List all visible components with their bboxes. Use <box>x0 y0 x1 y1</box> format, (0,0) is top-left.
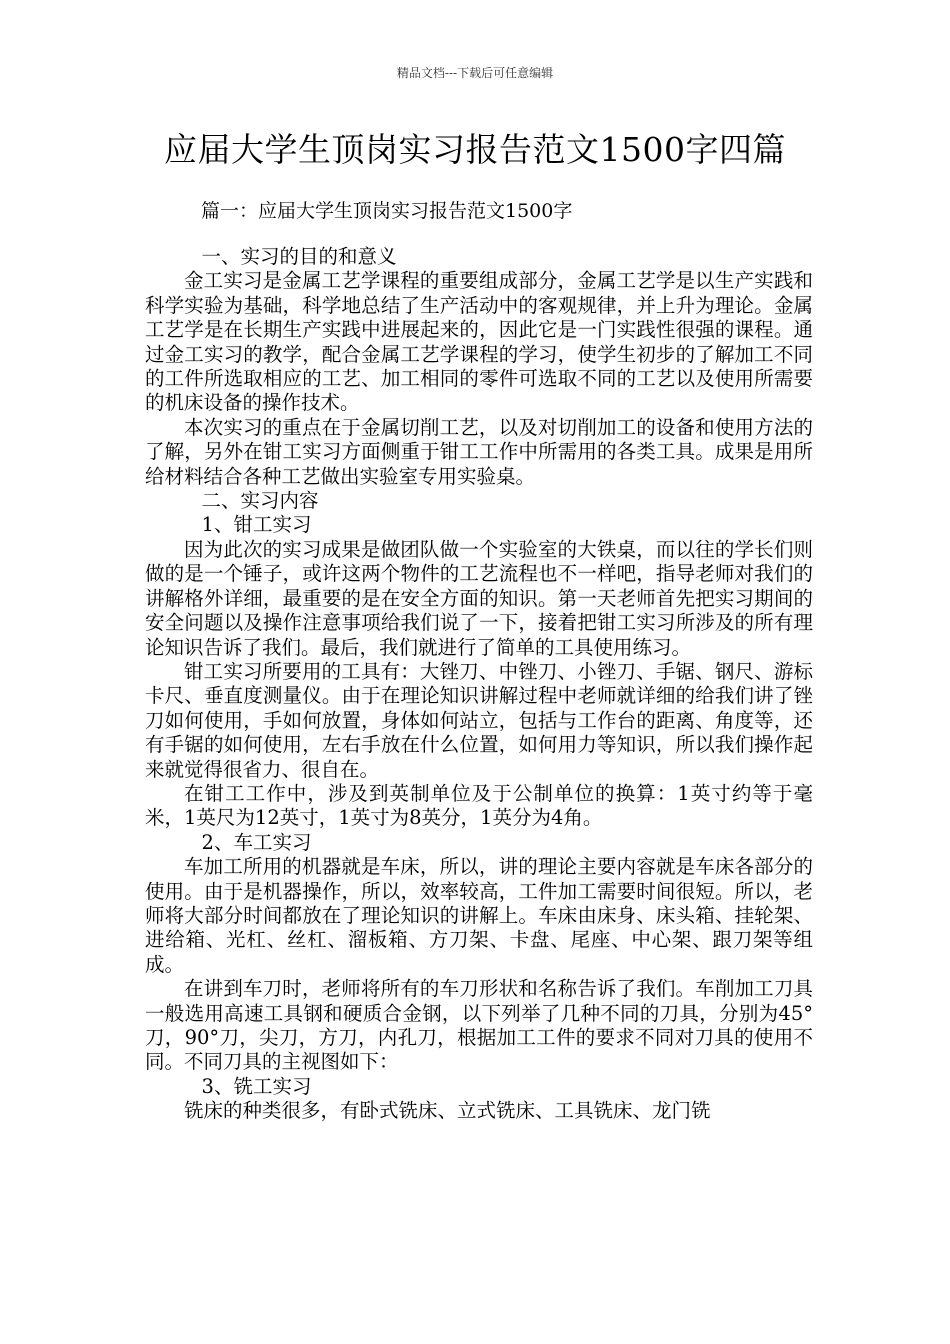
paragraph-2: 本次实习的重点在于金属切削工艺，以及对切削加工的设备和使用方法的了解，另外在钳工实习方面侧重于钳工工作中所需用的各类工具。成果是用所给材料结合各种工艺做出实验室专用实验桌。 <box>145 415 813 488</box>
section-heading-8: 2、车工实习 <box>201 830 312 854</box>
paragraph-9: 车加工所用的机器就是车床，所以，讲的理论主要内容就是车床各部分的使用。由于是机器操作，所以，效率较高，工件加工需要时间很短。所以，老师将大部分时间都放在了理论知识的讲解上。车床由床身、床头箱、挂轮架、进给箱、光杠、丝杠、溜板箱、方刀架、卡盘、尾座、中心架、跟刀架等组成。 <box>145 855 813 976</box>
document-body <box>145 245 813 1124</box>
page-header-watermark: 精品文档---下载后可任意编辑 <box>396 66 554 80</box>
section-heading-0: 一、实习的目的和意义 <box>201 245 397 268</box>
section-heading-11: 3、铣工实习 <box>201 1074 312 1098</box>
paragraph-7: 在钳工工作中，涉及到英制单位及于公制单位的换算：1英寸约等于毫米，1英尺为12英寸，1英寸为8英分，1英分为4角。 <box>145 781 813 830</box>
paragraph-10: 在讲到车刀时，老师将所有的车刀形状和名称告诉了我们。车削加工刀具一般选用高速工具钢和硬质合金钢，以下列举了几种不同的刀具，分别为45°刀，90°刀，尖刀，方刀，内孔刀，根据加工工件的要求不同对刀具的使用不同。不同刀具的主视图如下： <box>145 977 813 1074</box>
paragraph-6: 钳工实习所要用的工具有：大锉刀、中锉刀、小锉刀、手锯、钢尺、游标卡尺、垂直度测量仪。由于在理论知识讲解过程中老师就详细的给我们讲了锉刀如何使用，手如何放置，身体如何站立，包括与工作台的距离、角度等，还有手锯的如何使用，左右手放在什么位置，如何用力等知识，所以我们操作起来就觉得很省力、很自在。 <box>145 659 813 781</box>
section-heading-4: 1、钳工实习 <box>201 513 312 537</box>
paragraph-12: 铣床的种类很多，有卧式铣床、立式铣床、工具铣床、龙门铣 <box>184 1099 711 1123</box>
document-title: 应届大学生顶岗实习报告范文1500字四篇 <box>164 130 786 169</box>
section-heading-3: 二、实习内容 <box>201 489 319 513</box>
paragraph-5: 因为此次的实习成果是做团队做一个实验室的大铁桌，而以往的学长们则做的是一个锤子，或许这两个物件的工艺流程也不一样吧，指导老师对我们的讲解格外详细，最重要的是在安全方面的知识。第一天老师首先把实习期间的安全问题以及操作注意事项给我们说了一下，接着把钳工实习所涉及的所有理论知识告诉了我们。最后，我们就进行了简单的工具使用练习。 <box>145 537 813 659</box>
paragraph-1: 金工实习是金属工艺学课程的重要组成部分，金属工艺学是以生产实践和科学实验为基础，科学地总结了生产活动中的客观规律，并上升为理论。金属工艺学是在长期生产实践中进展起来的，因此它是一门实践性很强的课程。通过金工实习的教学，配合金属工艺学课程的学习，使学生初步的了解加工不同的工件所选取相应的工艺、加工相同的零件可选取不同的工艺以及使用所需要的机床设备的操作技术。 <box>145 269 813 415</box>
part-heading: 篇一：应届大学生顶岗实习报告范文1500字 <box>201 200 573 222</box>
